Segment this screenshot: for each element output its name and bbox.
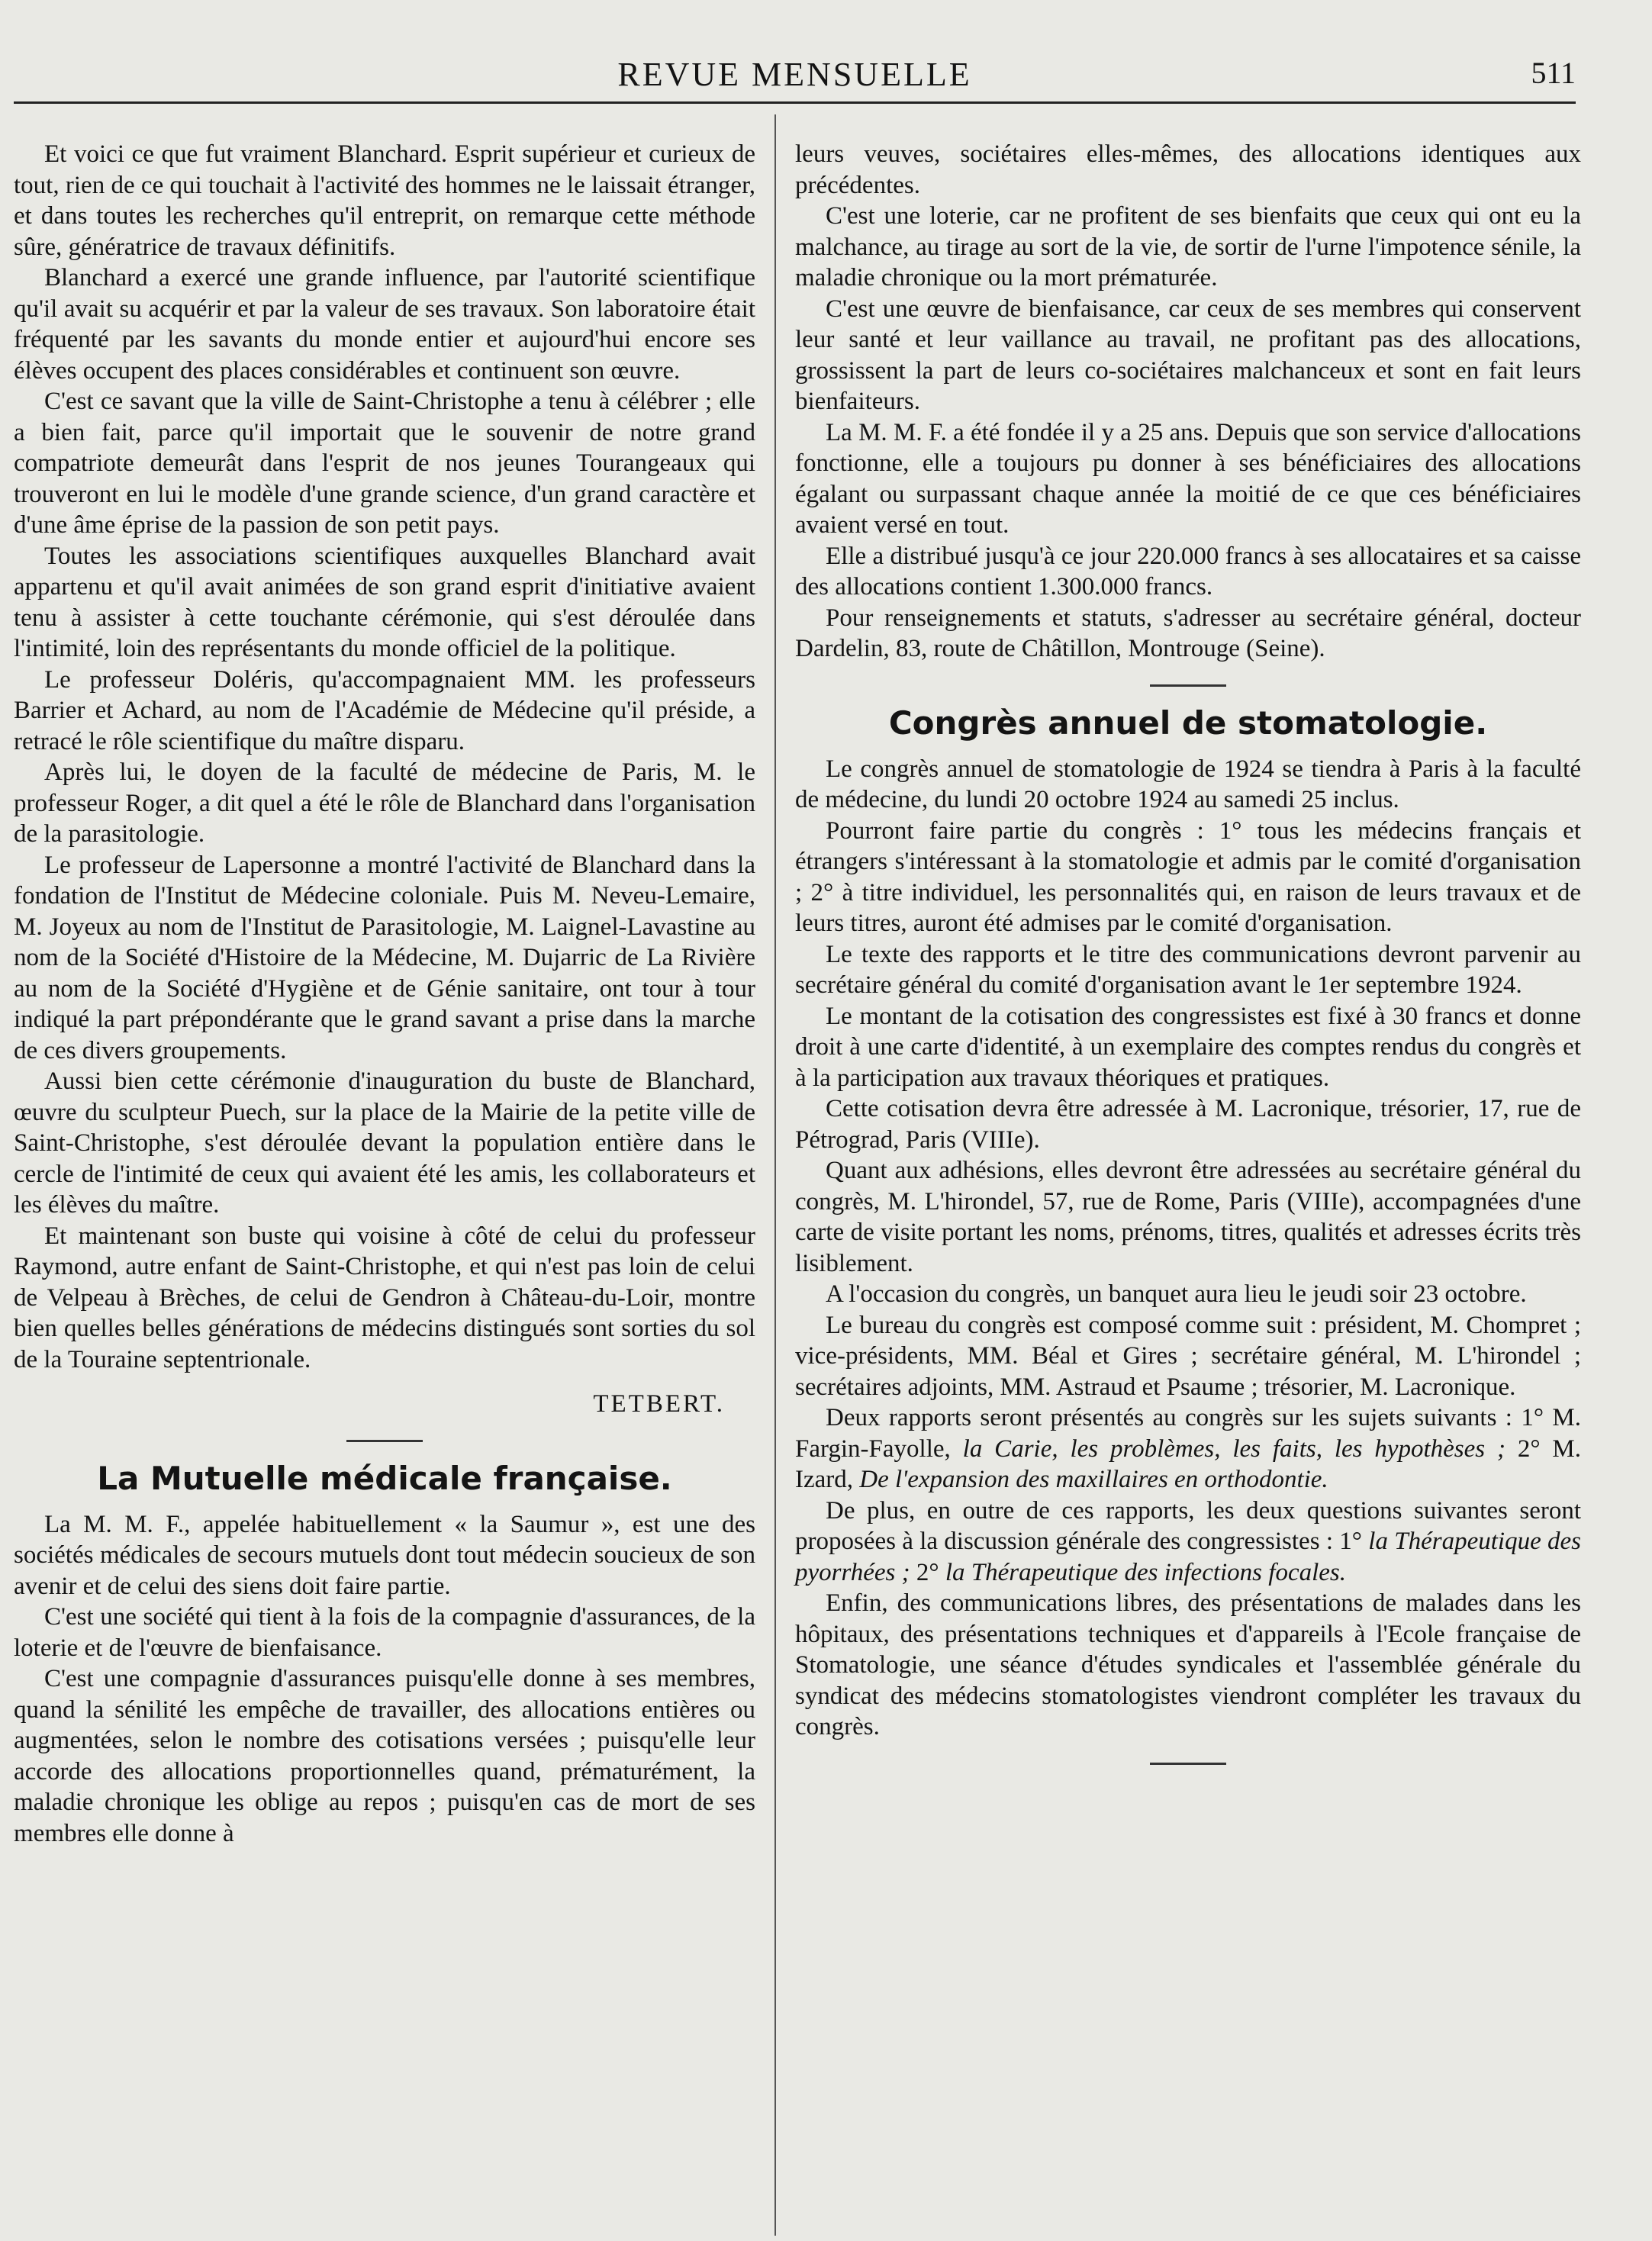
article-paragraph: Aussi bien cette cérémonie d'inauguration du buste de Blanchard, œuvre du sculpteur Puech, sur la place de la Mairie de la petite ville de Saint-Christophe, s'est déroulée devant la population entière dans le cercle de l'intimité de ceux qui avaient été les amis, les collaborateurs et les élèves du maître. — [14, 1067, 755, 1219]
section-separator — [346, 1440, 423, 1442]
section-separator — [1150, 684, 1226, 687]
question-title: la Thérapeutique des infections focales. — [945, 1558, 1346, 1586]
right-column — [795, 139, 1581, 1782]
article-paragraph: C'est ce savant que la ville de Saint-Christophe a tenu à célébrer ; elle a bien fait, parce qu'il importait que le souvenir de notre grand compatriote demeurât dans l'esprit de nos jeunes Tourangeaux qui trouveront en lui le modèle d'une grande science, d'un grand caractère et d'une âme éprise de la passion de son petit pays. — [14, 388, 755, 539]
article-paragraph: leurs veuves, sociétaires elles-mêmes, des allocations identiques aux précédentes. — [795, 140, 1581, 199]
article-paragraph: C'est une œuvre de bienfaisance, car ceux de ses membres qui conservent leur santé et leur vaillance au travail, ne profitant pas des allocations, grossissent la part de leurs co-sociétaires malchanceux et sont en fait leurs bienfaiteurs. — [795, 295, 1581, 415]
article-paragraph: La M. M. F., appelée habituellement « la Saumur », est une des sociétés médicales de secours mutuels dont tout médecin soucieux de son avenir et de celui des siens doit faire partie. — [14, 1510, 755, 1600]
text-run: De plus, en outre de ces rapports, les deux questions suivantes seront proposées à la discussion générale des congressistes : 1° — [795, 1496, 1581, 1555]
section-separator — [1150, 1763, 1226, 1765]
article-paragraph: Quant aux adhésions, elles devront être adressées au secrétaire général du congrès, M. L'hirondel, 57, rue de Rome, Paris (VIIIe), accompagnées d'une carte de visite portant les noms, prénoms, titres, qualités et adresses écrits très lisiblement. — [795, 1157, 1581, 1277]
report-title: De l'expansion des maxillaires en orthodontie. — [859, 1466, 1328, 1493]
section-heading-mutuelle: La Mutuelle médicale française. — [97, 1459, 672, 1497]
article-paragraph: Et maintenant son buste qui voisine à côté de celui du professeur Raymond, autre enfant de Saint-Christophe, et qui n'est pas loin de celui de Velpeau à Brèches, de celui de Gendron à Château-du-Loir, montre bien quelles belles générations de médecins distingués sont sorties du sol de la Touraine septentrionale. — [14, 1222, 755, 1373]
article-paragraph: Le montant de la cotisation des congressistes est fixé à 30 francs et donne droit à une carte d'identité, à un exemplaire des comptes rendus du congrès et à la participation aux travaux théoriques et pratiques. — [795, 1002, 1581, 1092]
article-paragraph — [795, 1402, 1581, 1496]
article-paragraph: Elle a distribué jusqu'à ce jour 220.000 francs à ses allocataires et sa caisse des allocations contient 1.300.000 francs. — [795, 542, 1581, 600]
article-paragraph: C'est une loterie, car ne profitent de ses bienfaits que ceux qui ont eu la malchance, au tirage au sort de la vie, de sortir de l'urne l'impotence sénile, la maladie chronique ou la mort prématurée. — [795, 202, 1581, 291]
article-paragraph: Le bureau du congrès est composé comme suit : président, M. Chompret ; vice-présidents, MM. Béal et Gires ; secrétaire général, M. L'hirondel ; secrétaires adjoints, MM. Astraud et Psaume ; trésorier, M. Lacronique. — [795, 1311, 1581, 1401]
author-signature: TETBERT. — [593, 1390, 725, 1418]
article-paragraph: Le professeur Doléris, qu'accompagnaient MM. les professeurs Barrier et Achard, au nom de l'Académie de Médecine qu'il préside, a retracé le rôle scientifique du maître disparu. — [14, 665, 755, 755]
section-heading-congres: Congrès annuel de stomatologie. — [888, 704, 1488, 742]
article-paragraph: Pour renseignements et statuts, s'adresser au secrétaire général, docteur Dardelin, 83, route de Châtillon, Montrouge (Seine). — [795, 604, 1581, 662]
article-paragraph: C'est une société qui tient à la fois de la compagnie d'assurances, de la loterie et de l'œuvre de bienfaisance. — [14, 1603, 755, 1662]
article-paragraph: A l'occasion du congrès, un banquet aura lieu le jeudi soir 23 octobre. — [826, 1280, 1527, 1308]
question-title: la Thérapeutique des pyorrhées ; — [795, 1528, 1581, 1586]
running-header — [14, 55, 1576, 101]
article-paragraph: Après lui, le doyen de la faculté de médecine de Paris, M. le professeur Roger, a dit quel a été le rôle de Blanchard dans l'organisation de la parasitologie. — [14, 758, 755, 848]
text-run: 2° — [916, 1558, 939, 1586]
journal-title: REVUE MENSUELLE — [617, 56, 972, 93]
left-column — [14, 139, 755, 1849]
page-number: 511 — [1531, 56, 1576, 90]
article-paragraph: Blanchard a exercé une grande influence, par l'autorité scientifique qu'il avait su acquérir et par la valeur de ses travaux. Son laboratoire était fréquenté par les savants du monde entier et aujourd'hui encore ses élèves occupent des places considérables et continuent son œuvre. — [14, 264, 755, 385]
column-divider — [774, 114, 776, 2236]
article-paragraph: Et voici ce que fut vraiment Blanchard. Esprit supérieur et curieux de tout, rien de ce qui touchait à l'activité des hommes ne le laissait étranger, et dans toutes les recherches qu'il entreprit, on remarque cette méthode sûre, génératrice de travaux définitifs. — [14, 140, 755, 261]
article-paragraph — [795, 1496, 1581, 1589]
article-paragraph: Pourront faire partie du congrès : 1° tous les médecins français et étrangers s'intéressant à la stomatologie et admis par le comité d'organisation ; 2° à titre individuel, les personnalités qui, en raison de leurs travaux et de leurs titres, auront été admises par le comité d'organisation. — [795, 816, 1581, 937]
article-paragraph: La M. M. F. a été fondée il y a 25 ans. Depuis que son service d'allocations fonctionne, elle a toujours pu donner à ses bénéficiaires des allocations égalant ou surpassant chaque année la moitié de ce que ces bénéficiaires avaient versé en tout. — [795, 418, 1581, 539]
article-paragraph: Cette cotisation devra être adressée à M. Lacronique, trésorier, 17, rue de Pétrograd, Paris (VIIIe). — [795, 1095, 1581, 1154]
article-paragraph: Le texte des rapports et le titre des communications devront parvenir au secrétaire général du comité d'organisation avant le 1er septembre 1924. — [795, 940, 1581, 999]
article-paragraph: C'est une compagnie d'assurances puisqu'elle donne à ses membres, quand la sénilité les empêche de travailler, des allocations entières ou augmentées, selon le nombre des cotisations versées ; puisqu'elle leur accorde des allocations proportionnelles quand, prématurément, la maladie chronique les oblige au repos ; puisqu'en cas de mort de ses membres elle donne à — [14, 1665, 755, 1847]
report-title: la Carie, les problèmes, les faits, les hypothèses ; — [962, 1434, 1505, 1463]
article-paragraph: Toutes les associations scientifiques auxquelles Blanchard avait appartenu et qu'il avait animées de son grand esprit d'initiative avaient tenu à assister à cette touchante cérémonie, qui s'est déroulée dans l'intimité, loin des représentants du monde officiel de la politique. — [14, 542, 755, 662]
article-paragraph: Le professeur de Lapersonne a montré l'activité de Blanchard dans la fondation de l'Institut de Médecine coloniale. Puis M. Neveu-Lemaire, M. Joyeux au nom de l'Institut de Parasitologie, M. Laignel-Lavastine au nom de la Société d'Histoire de la Médecine, M. Dujarric de La Rivière au nom de la Société d'Hygiène et de Génie sanitaire, ont tour à tour indiqué la part prépondérante que le grand savant a prise dans la marche de ces divers groupements. — [14, 851, 755, 1064]
text-run: Deux rapports seront présentés au congrès sur les sujets suivants : 1° M. Fargin-Fayolle, — [795, 1404, 1581, 1463]
article-paragraph: Le congrès annuel de stomatologie de 1924 se tiendra à Paris à la faculté de médecine, du lundi 20 octobre 1924 au samedi 25 inclus. — [795, 755, 1581, 813]
text-run: 2° M. Izard, — [795, 1434, 1581, 1493]
header-rule — [14, 101, 1576, 104]
article-paragraph: Enfin, des communications libres, des présentations de malades dans les hôpitaux, des présentations techniques et d'appareils à l'Ecole française de Stomatologie, une séance d'études syndicales et l'assemblée générale du syndicat des médecins stomatologistes viendront compléter les travaux du congrès. — [795, 1589, 1581, 1740]
